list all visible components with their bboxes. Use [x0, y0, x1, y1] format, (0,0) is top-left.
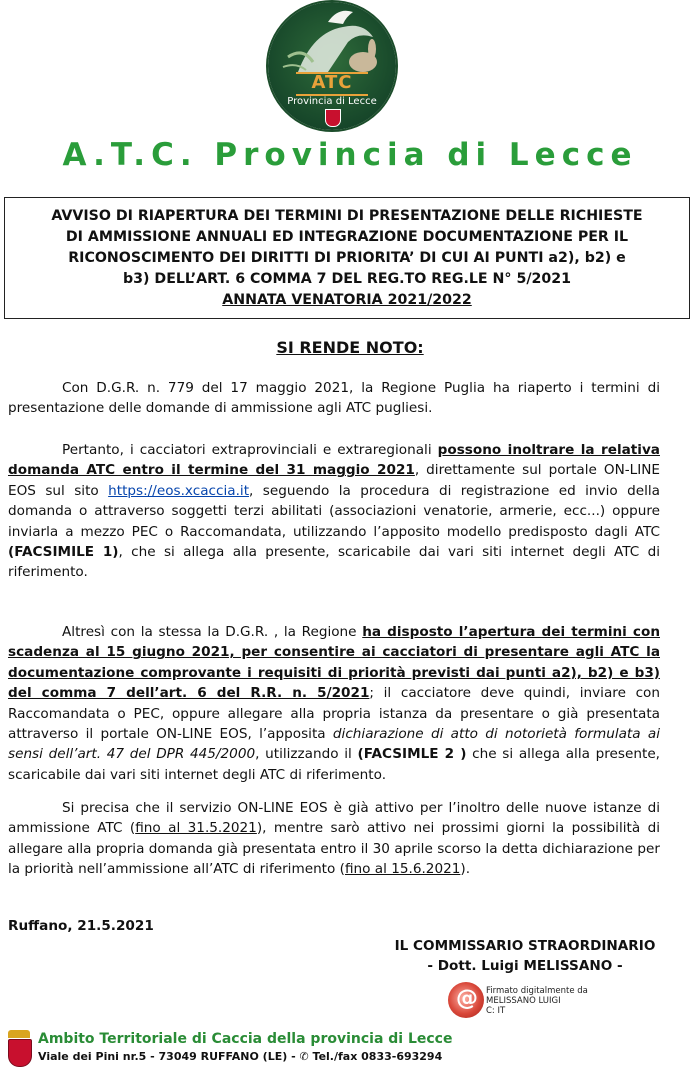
notice-line-5: ANNATA VENATORIA 2021/2022	[222, 292, 472, 308]
p1-text: Con D.G.R. n. 779 del 17 maggio 2021, la Regione Puglia ha riaperto i termini di presentazione delle domande di ammissione agli ATC pugliesi.	[8, 380, 660, 417]
crown-icon	[8, 1030, 30, 1038]
digital-signature-stamp-icon	[448, 982, 484, 1018]
digsig-line-3: C: IT	[486, 1006, 506, 1016]
footer-address: Viale dei Pini nr.5 - 73049 RUFFANO (LE) - ✆ Tel./fax 0833-693294	[38, 1050, 443, 1063]
p4-text-3: ).	[460, 861, 471, 878]
notice-line-1: AVVISO DI RIAPERTURA DEI TERMINI DI PRESENTAZIONE DELLE RICHIESTE	[51, 208, 643, 224]
paragraph-4	[8, 798, 660, 880]
rende-noto-heading: SI RENDE NOTO:	[276, 338, 424, 357]
p2-text-3: , seguendo la procedura di registrazione ed invio della domanda o attraverso soggetti terzi abilitati (associazioni venatorie, armerie, ecc...) oppure inviarla a mezzo PEC o Raccomandata, utilizzando l’apposito modello predisposto dagli ATC	[8, 482, 660, 540]
digsig-line-1: Firmato digitalmente da	[486, 986, 588, 996]
p2-text-1: Pertanto, i cacciatori extraprovinciali e extraregionali	[62, 442, 438, 458]
atc-logo	[268, 2, 398, 132]
province-crest-icon	[8, 1030, 30, 1070]
eos-link[interactable]: https://eos.xcaccia.it	[108, 482, 250, 499]
logo-circle	[268, 2, 396, 130]
signer-name: - Dott. Luigi MELISSANO -	[427, 958, 623, 974]
p2-facsimile-1: (FACSIMILE 1)	[8, 544, 119, 561]
p2-text-2: , direttamente sul portale ON-LINE EOS sul sito	[8, 462, 660, 499]
digsig-line-2: MELISSANO LUIGI	[486, 996, 561, 1006]
p2-text-4: , che si allega alla presente, scaricabile dai vari siti internet degli ATC di riferimento.	[8, 544, 660, 581]
place-date: Ruffano, 21.5.2021	[8, 918, 154, 934]
notice-line-4: b3) DELL’ART. 6 COMMA 7 DEL REG.TO REG.LE N° 5/2021	[122, 271, 572, 287]
p3-italic-declaration: dichiarazione di atto di notorietà formulata ai sensi dell’art. 47 del DPR 445/2000	[8, 726, 661, 763]
p3-text-4: che si allega alla presente, scaricabile dai vari siti internet degli ATC di riferimento.	[8, 746, 660, 783]
notice-line-2: DI AMMISSIONE ANNUALI ED INTEGRAZIONE DOCUMENTAZIONE PER IL	[65, 229, 629, 245]
p4-deadline-1: fino al 31.5.2021	[135, 820, 257, 837]
paragraph-3	[8, 622, 660, 785]
logo-atc-text: ATC	[296, 72, 368, 96]
province-shield-icon	[325, 109, 341, 127]
p4-text-2: ), mentre sarò attivo nei prossimi giorni la possibilità di allegare alla propria domanda già presentata entro il 30 aprile scorso la detta dichiarazione per la priorità nell’ammissione all’ATC di riferimento (	[8, 820, 660, 878]
p3-text-3: , utilizzando il	[255, 746, 358, 763]
signer-role: IL COMMISSARIO STRAORDINARIO	[394, 938, 656, 954]
p2-deadline-bold: possono inoltrare la relativa domanda ATC entro il termine del 31 maggio 2021	[8, 442, 660, 479]
page-title: A.T.C. Provincia di Lecce	[62, 137, 638, 173]
crest-shield	[8, 1039, 32, 1067]
p3-text-2: ; il cacciatore deve quindi, inviare con Raccomandata o PEC, oppure allegare alla propria istanza da presentare o già presentata attraverso il portale ON-LINE EOS, l’apposita	[8, 685, 660, 743]
notice-line-3: RICONOSCIMENTO DEI DIRITTI DI PRIORITA’ DI CUI AI PUNTI a2), b2) e	[68, 250, 626, 266]
p3-text-1: Altresì con la stessa la D.G.R. , la Regione	[62, 624, 363, 640]
p4-deadline-2: fino al 15.6.2021	[344, 861, 461, 878]
paragraph-1	[8, 378, 660, 419]
p4-text-1: Si precisa che il servizio ON-LINE EOS è già attivo per l’inoltro delle nuove istanze di ammissione ATC (	[8, 800, 660, 837]
footer-organization: Ambito Territoriale di Caccia della provincia di Lecce	[38, 1031, 453, 1047]
p3-facsimile-2: (FACSIMLE 2 )	[357, 746, 467, 763]
paragraph-2	[8, 440, 660, 583]
p3-deadline-bold: ha disposto l’apertura dei termini con scadenza al 15 giugno 2021, per consentire ai cacciatori di presentare agli ATC la documentazione comprovante i requisiti di priorità previsti dai punti a2), b2) e b3) del comma 7 dell’art. 6 del R.R. n. 5/2021	[8, 624, 660, 702]
digital-signature-text	[486, 986, 588, 1016]
at-symbol-icon: @	[456, 986, 478, 1011]
notice-box	[4, 197, 690, 319]
logo-province-text: Provincia di Lecce	[287, 96, 377, 107]
